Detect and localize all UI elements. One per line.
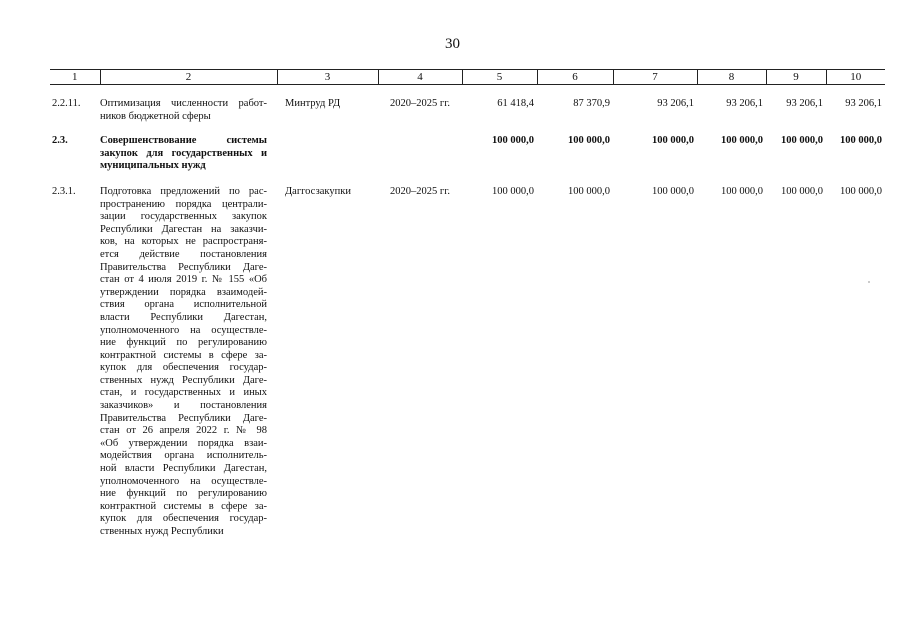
row-name-line: утверждении порядка взаимодей- xyxy=(100,286,267,298)
row-value-col-10: 93 206,1 xyxy=(845,98,882,109)
row-value-col-8: 100 000,0 xyxy=(721,185,763,197)
row-value-col-5: 100 000,0 xyxy=(492,135,534,147)
row-name-line: ние функций по регулированию xyxy=(100,337,267,349)
row-executor xyxy=(277,123,378,173)
column-header-3: 3 xyxy=(277,70,378,85)
row-name-line: стан от 26 апреля 2022 г. № 98 xyxy=(100,425,267,437)
row-name-line: купок для обеспечения государ- xyxy=(100,362,267,374)
row-value-col-7: 93 206,1 xyxy=(657,98,694,109)
page-number: 30 xyxy=(445,36,460,52)
row-value-col-6: 100 000,0 xyxy=(568,185,610,197)
row-value-col-5: 100 000,0 xyxy=(492,185,534,197)
row-name xyxy=(100,123,277,173)
row-name-line: уполномоченного на осуществле- xyxy=(100,324,267,336)
row-value-col-8: 93 206,1 xyxy=(726,98,763,109)
header-row xyxy=(50,70,885,85)
row-name-line: Подготовка предложений по рас- xyxy=(100,185,267,197)
row-name-line: ков, на которых не распространя- xyxy=(100,236,267,248)
row-code: 2.2.11. xyxy=(52,98,81,109)
table-body xyxy=(50,85,885,539)
table-row xyxy=(50,123,885,173)
row-name-line: ние функций по регулированию xyxy=(100,488,267,500)
row-period: 2020–2025 гг. xyxy=(390,185,450,197)
scan-speck xyxy=(868,281,870,283)
column-header-5: 5 xyxy=(462,70,537,85)
row-value-col-8: 100 000,0 xyxy=(721,135,763,147)
row-period: 2020–2025 гг. xyxy=(390,98,450,109)
row-value-col-7: 100 000,0 xyxy=(652,185,694,197)
row-name-line: ственных нужд Республики Даге- xyxy=(100,374,267,386)
row-name-line: контрактной системы в сфере за- xyxy=(100,349,267,361)
row-name-line: муниципальных нужд xyxy=(100,160,206,172)
column-header-10: 10 xyxy=(826,70,885,85)
row-value-col-9: 100 000,0 xyxy=(781,185,823,197)
row-name-line: Правительства Республики Даге- xyxy=(100,261,267,273)
row-name-line: власти Республики Дагестан, xyxy=(100,311,267,323)
row-name-line: зации государственных закупок xyxy=(100,211,267,223)
row-name-line: заказчиков» и постановления xyxy=(100,400,267,412)
row-name-line: модействия органа исполнитель- xyxy=(100,450,267,462)
row-name xyxy=(100,85,277,124)
row-value-col-10: 100 000,0 xyxy=(840,185,882,197)
row-name-line: Республики Дагестан на заказчи- xyxy=(100,223,267,235)
row-value-col-7: 100 000,0 xyxy=(652,135,694,147)
row-name xyxy=(100,173,277,539)
row-name-text xyxy=(100,135,267,173)
row-value-col-6: 100 000,0 xyxy=(568,135,610,147)
column-header-6: 6 xyxy=(537,70,613,85)
row-name-line: Правительства Республики Даге- xyxy=(100,412,267,424)
row-name-line: ственных нужд Республики xyxy=(100,526,224,537)
row-name-line: уполномоченного на осуществле- xyxy=(100,475,267,487)
column-header-1: 1 xyxy=(50,70,100,85)
column-header-9: 9 xyxy=(766,70,826,85)
row-value-col-5: 61 418,4 xyxy=(497,98,534,109)
row-value-col-9: 93 206,1 xyxy=(786,98,823,109)
row-name-line: ствия органа исполнительной xyxy=(100,299,267,311)
row-name-line: закупок для государственных и xyxy=(100,147,267,159)
row-name-line: стан от 4 июля 2019 г. № 155 «Об xyxy=(100,274,267,286)
row-name-text xyxy=(100,98,267,123)
budget-table xyxy=(50,69,885,539)
row-executor: Даггосзакупки xyxy=(285,185,351,197)
table-row xyxy=(50,85,885,124)
row-period xyxy=(378,123,462,173)
row-name-line: пространению порядка централи- xyxy=(100,198,267,210)
row-code: 2.3. xyxy=(52,135,68,147)
row-name-text xyxy=(100,186,267,539)
row-value-col-9: 100 000,0 xyxy=(781,135,823,147)
column-header-8: 8 xyxy=(697,70,766,85)
row-name-line: ется действие постановления xyxy=(100,248,267,260)
row-name-line: ной власти Республики Дагестан, xyxy=(100,463,267,475)
row-name-line: «Об утверждении порядка взаи- xyxy=(100,437,267,449)
column-header-2: 2 xyxy=(100,70,277,85)
table-row xyxy=(50,173,885,539)
row-value-col-10: 100 000,0 xyxy=(840,135,882,147)
row-name-line: стан, и государственных и иных xyxy=(100,387,267,399)
table-header xyxy=(50,70,885,85)
row-name-line: Оптимизация численности работ- xyxy=(100,98,267,109)
column-header-4: 4 xyxy=(378,70,462,85)
row-name-line: контрактной системы в сфере за- xyxy=(100,500,267,512)
row-name-line: ников бюджетной сферы xyxy=(100,110,211,122)
column-header-7: 7 xyxy=(613,70,697,85)
row-code: 2.3.1. xyxy=(52,185,76,197)
row-name-line: Совершенствование системы xyxy=(100,135,267,147)
row-name-line: купок для обеспечения государ- xyxy=(100,513,267,525)
row-value-col-6: 87 370,9 xyxy=(573,98,610,109)
row-executor: Минтруд РД xyxy=(285,98,341,109)
